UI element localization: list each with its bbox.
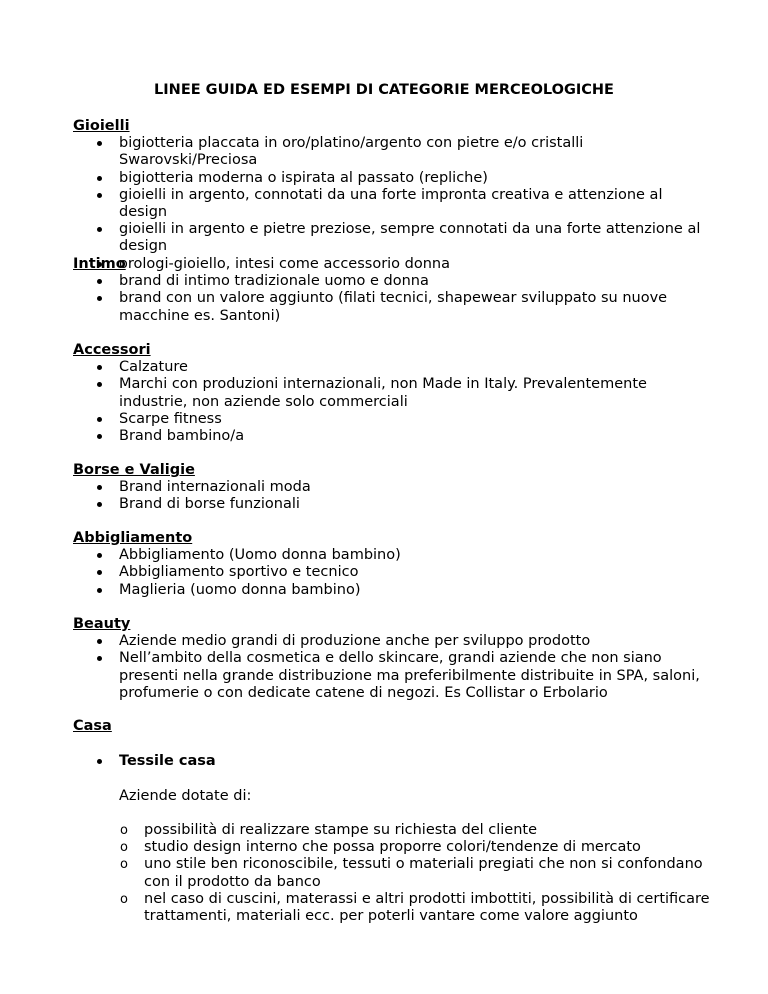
bullet-icon — [97, 382, 102, 387]
sub-heading-tessile-casa: Tessile casa — [119, 753, 216, 769]
bullet-icon — [97, 365, 102, 370]
circle-bullet-icon: o — [120, 840, 128, 856]
list-item: bigiotteria placcata in oro/platino/argento con pietre e/o cristalli Swarovski/Preciosa — [73, 135, 713, 169]
section-borse-e-valigie — [73, 462, 713, 514]
list-item: brand di intimo tradizionale uomo e donna — [73, 273, 713, 290]
list-item: Abbigliamento (Uomo donna bambino) — [73, 547, 713, 564]
bullet-list-accessori — [73, 359, 713, 445]
list-item: Calzature — [73, 359, 713, 376]
circle-bullet-icon: o — [120, 891, 128, 907]
list-item: Abbigliamento sportivo e tecnico — [73, 564, 713, 581]
bullet-icon — [97, 759, 102, 764]
bullet-list-gioielli — [73, 135, 713, 273]
circle-bullet-icon: o — [120, 857, 128, 873]
bullet-icon — [97, 588, 102, 593]
bullet-icon — [97, 553, 102, 558]
bullet-icon — [97, 227, 102, 232]
section-accessori — [73, 342, 713, 445]
bullet-icon — [97, 570, 102, 575]
bullet-icon — [97, 656, 102, 661]
section-heading-intimo: Intimo — [73, 256, 126, 272]
list-item: o nel caso di cuscini, materassi e altri prodotti imbottiti, possibilità di certificare trattamenti, materiali ecc. per poterli vantare come valore aggiunto — [120, 890, 710, 925]
bullet-icon — [97, 502, 102, 507]
bullet-list-abbigliamento — [73, 547, 713, 599]
list-item: gioielli in argento e pietre preziose, sempre connotati da una forte attenzione al design — [73, 221, 713, 255]
bullet-icon — [97, 639, 102, 644]
bullet-list-beauty — [73, 633, 713, 702]
circle-list-tessile-casa — [73, 822, 713, 925]
bullet-icon — [97, 485, 102, 490]
bullet-icon — [97, 296, 102, 301]
list-item: o studio design interno che possa proporre colori/tendenze di mercato — [120, 839, 641, 856]
bullet-icon — [97, 193, 102, 198]
list-item: Brand di borse funzionali — [73, 496, 713, 513]
bullet-icon — [97, 434, 102, 439]
section-intimo — [73, 256, 713, 325]
bullet-icon — [97, 417, 102, 422]
section-heading-gioielli: Gioielli — [73, 118, 130, 134]
list-item: Maglieria (uomo donna bambino) — [73, 582, 713, 599]
bullet-list-intimo — [73, 273, 713, 325]
list-item: brand con un valore aggiunto (filati tecnici, shapewear sviluppato su nuove macchine es. Santoni) — [73, 290, 713, 324]
list-item: Scarpe fitness — [73, 411, 713, 428]
list-item: o possibilità di realizzare stampe su richiesta del cliente — [120, 822, 537, 838]
list-item: gioielli in argento, connotati da una forte impronta creativa e attenzione al design — [73, 187, 713, 221]
list-item: o uno stile ben riconoscibile, tessuti o materiali pregiati che non si confondano con il prodotto da banco — [120, 856, 703, 890]
bullet-icon — [97, 141, 102, 146]
section-abbigliamento — [73, 530, 713, 599]
list-item: orologi-gioiello, intesi come accessorio donna — [73, 256, 713, 273]
section-heading-abbigliamento: Abbigliamento — [73, 530, 193, 546]
section-heading-borse-e-valigie: Borse e Valigie — [73, 462, 195, 478]
section-casa — [73, 718, 713, 735]
circle-bullet-icon: o — [120, 823, 128, 838]
bullet-icon — [97, 279, 102, 284]
list-item: Marchi con produzioni internazionali, non Made in Italy. Prevalentemente industrie, non aziende solo commerciali — [73, 376, 713, 410]
list-item: bigiotteria moderna o ispirata al passato (repliche) — [73, 170, 713, 187]
list-item: Nell’ambito della cosmetica e dello skincare, grandi aziende che non siano presenti nella grande distribuzione ma preferibilmente distribuite in SPA, saloni, profumerie o con dedicate catene di negozi. Es Collistar o Erbolario — [73, 650, 713, 702]
section-heading-casa: Casa — [73, 718, 112, 734]
bullet-icon — [97, 176, 102, 181]
list-item: Aziende medio grandi di produzione anche per sviluppo prodotto — [73, 633, 713, 650]
bullet-list-borse-e-valigie — [73, 479, 713, 513]
list-item: Brand internazionali moda — [73, 479, 713, 496]
document-title: LINEE GUIDA ED ESEMPI DI CATEGORIE MERCEOLOGICHE — [154, 82, 614, 98]
section-heading-accessori: Accessori — [73, 342, 151, 358]
list-item: Brand bambino/a — [73, 428, 713, 445]
section-beauty — [73, 616, 713, 702]
section-gioielli — [73, 118, 713, 273]
intro-text: Aziende dotate di: — [119, 788, 252, 804]
section-heading-beauty: Beauty — [73, 616, 131, 632]
